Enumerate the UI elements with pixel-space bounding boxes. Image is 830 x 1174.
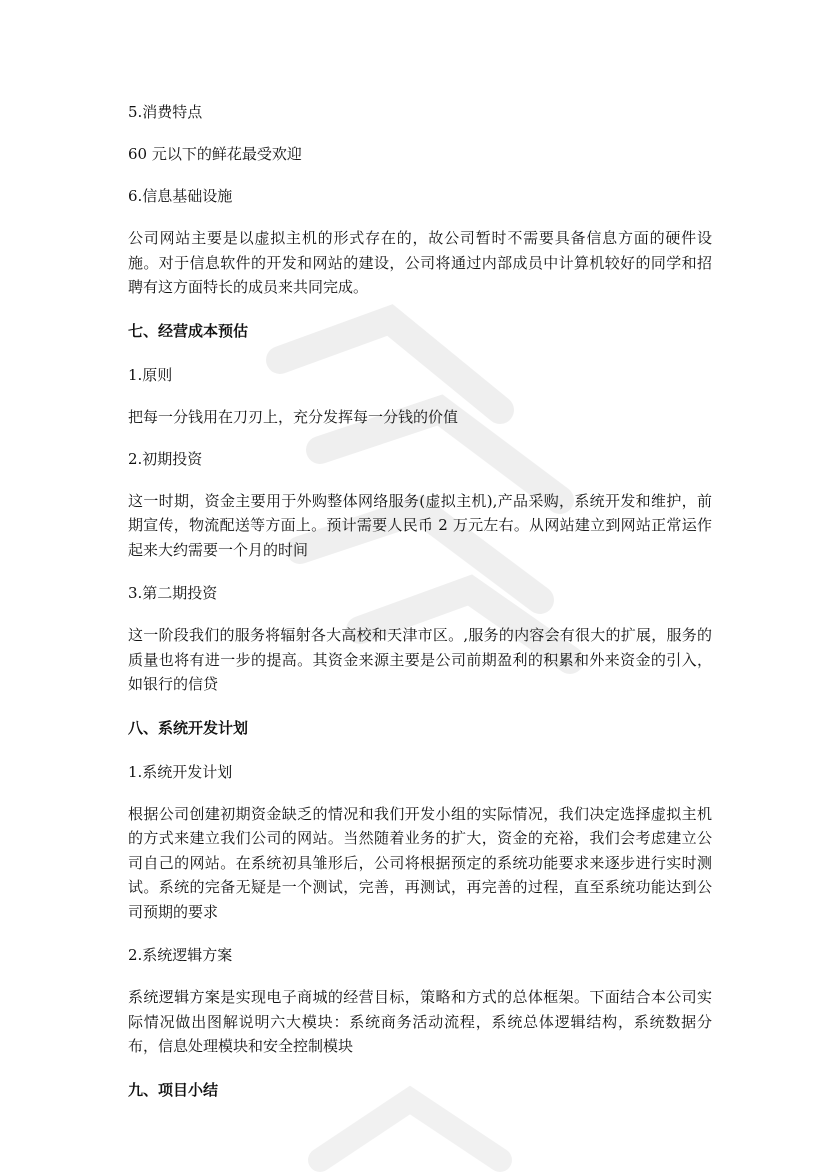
subheading-infrastructure: 6.信息基础设施 — [128, 187, 233, 205]
document-body — [128, 100, 712, 1122]
subheading-second-investment: 3.第二期投资 — [128, 584, 218, 602]
paragraph-principle: 把每一分钱用在刀刃上，充分发挥每一分钱的价值 — [128, 407, 459, 426]
section-heading-cost: 七、经营成本预估 — [128, 321, 249, 340]
subheading-consumption: 5.消费特点 — [128, 103, 203, 121]
paragraph-system-plan: 根据公司创建初期资金缺乏的情况和我们开发小组的实际情况，我们决定选择虚拟主机的方式来建立我们公司的网站。当然随着业务的扩大，资金的充裕，我们会考虑建立公司自己的网站。在系统初具雏形后，公司将根据预定的系统功能要求来逐步进行实时测试。系统的完备无疑是一个测试，完善，再测试，再完善的过程，直至系统功能达到公司预期的要求 — [128, 804, 712, 921]
paragraph-infrastructure: 公司网站主要是以虚拟主机的形式存在的，故公司暂时不需要具备信息方面的硬件设施。对于信息软件的开发和网站的建设，公司将通过内部成员中计算机较好的同学和招聘有这方面特长的成员来共同完成。 — [128, 229, 712, 296]
paragraph-initial-investment: 这一时期，资金主要用于外购整体网络服务(虚拟主机),产品采购，系统开发和维护，前期宣传，物流配送等方面上。预计需要人民币 2 万元左右。从网站建立到网站正常运作起来大约需要一个月的时间 — [128, 491, 712, 559]
paragraph-consumption: 60 元以下的鲜花最受欢迎 — [128, 145, 302, 163]
paragraph-second-investment: 这一阶段我们的服务将辐射各大高校和天津市区。,服务的内容会有很大的扩展，服务的质量也将有进一步的提高。其资金来源主要是公司前期盈利的积累和外来资金的引入，如银行的信贷 — [128, 626, 712, 693]
subheading-principle: 1.原则 — [128, 365, 173, 384]
section-heading-summary: 九、项目小结 — [128, 1080, 219, 1099]
subheading-system-plan: 1.系统开发计划 — [128, 762, 233, 781]
subheading-initial-investment: 2.初期投资 — [128, 449, 203, 468]
paragraph-system-logic: 系统逻辑方案是实现电子商城的经营目标，策略和方式的总体框架。下面结合本公司实际情况做出图解说明六大模块：系统商务活动流程，系统总体逻辑结构，系统数据分布，信息处理模块和安全控制模块 — [128, 988, 712, 1055]
subheading-system-logic: 2.系统逻辑方案 — [128, 946, 233, 964]
section-heading-system-plan: 八、系统开发计划 — [128, 718, 249, 737]
